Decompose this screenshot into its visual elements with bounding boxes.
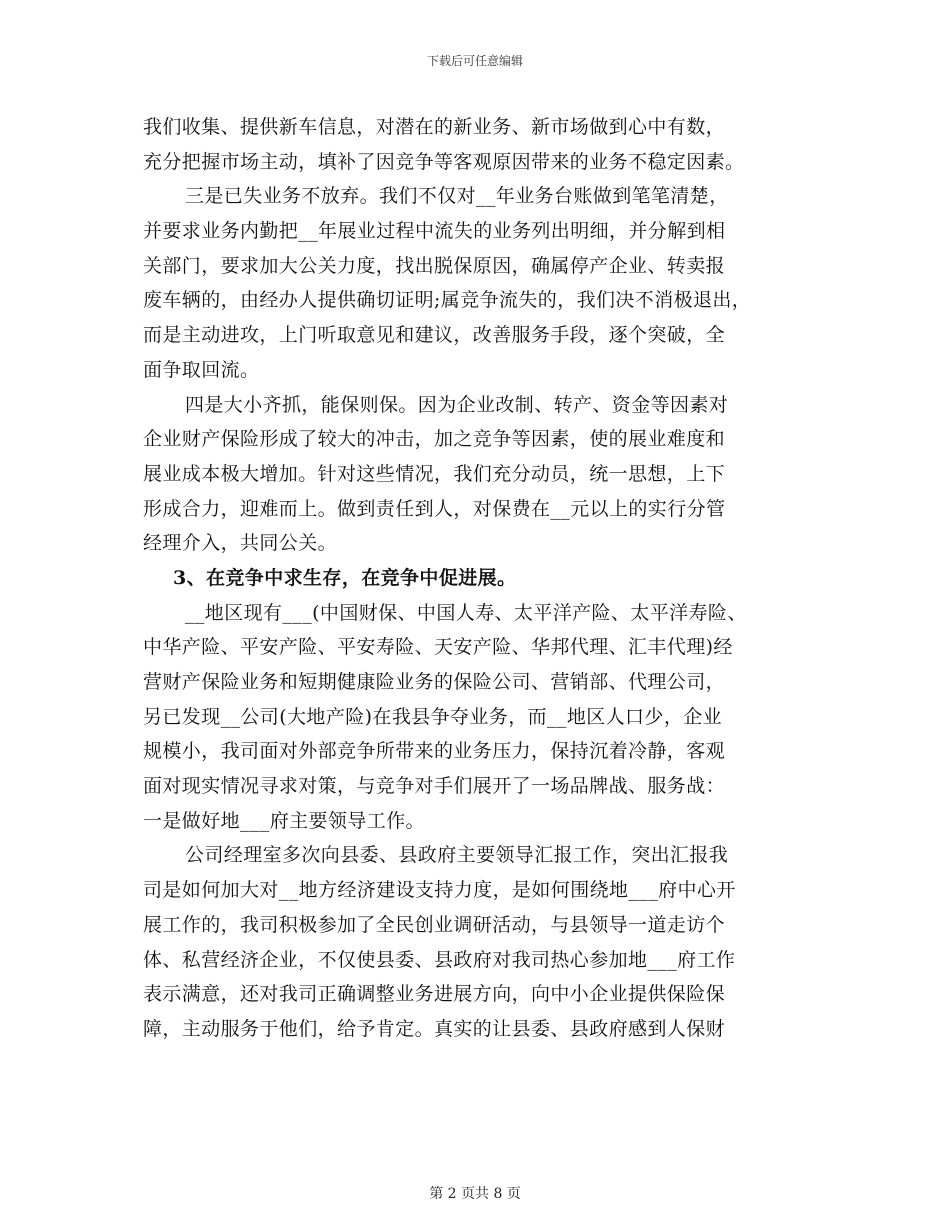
paragraph-start-line: __地区现有___(中国财保、中国人寿、太平洋产险、太平洋寿险、 bbox=[185, 601, 747, 624]
body-line: 企业财产保险形成了较大的冲击，加之竞争等因素，使的展业难度和 bbox=[143, 428, 726, 451]
page-number: 第 2 页共 8 页 bbox=[429, 1186, 521, 1202]
body-line: 废车辆的，由经办人提供确切证明;属竞争流失的，我们决不消极退出， bbox=[143, 289, 752, 312]
body-line: 营财产保险业务和短期健康险业务的保险公司、营销部、代理公司， bbox=[143, 671, 726, 693]
body-line: 另已发现__公司(大地产险)在我县争夺业务，而__地区人口少，企业 bbox=[143, 705, 723, 728]
body-line: 并要求业务内勤把__年展业过程中流失的业务列出明细，并分解到相 bbox=[143, 220, 726, 243]
paragraph-start-line: 公司经理室多次向县委、县政府主要领导汇报工作，突出汇报我 bbox=[185, 844, 729, 867]
section-heading: 3、在竞争中求生存，在竞争中促进展。 bbox=[173, 566, 517, 589]
body-line: 而是主动进攻，上门听取意见和建议，改善服务手段，逐个突破，全 bbox=[143, 324, 726, 347]
page-header: 下载后可任意编辑 bbox=[426, 54, 523, 68]
body-line: 经理介入，共同公关。 bbox=[143, 532, 338, 555]
body-line: 面对现实情况寻求对策，与竞争对手们展开了一场品牌战、服务战： bbox=[143, 775, 726, 798]
paragraph-start-line: 三是已失业务不放弃。我们不仅对__年业务台账做到笔笔清楚， bbox=[185, 185, 729, 208]
body-line: 我们收集、提供新车信息，对潜在的新业务、新市场做到心中有数， bbox=[143, 116, 726, 138]
paragraph-start-line: 四是大小齐抓，能保则保。因为企业改制、转产、资金等因素对 bbox=[185, 393, 729, 416]
body-line: 形成合力，迎难而上。做到责任到人，对保费在__元以上的实行分管 bbox=[143, 497, 726, 520]
body-line: 表示满意，还对我司正确调整业务进展方向，向中小企业提供保险保 bbox=[143, 983, 726, 1006]
body-line: 规模小，我司面对外部竞争所带来的业务压力，保持沉着冷静，客观 bbox=[143, 740, 726, 763]
body-line: 关部门，要求加大公关力度，找出脱保原因，确属停产企业、转卖报 bbox=[143, 254, 726, 277]
document-body bbox=[143, 110, 823, 1047]
body-line: 体、私营经济企业，不仅使县委、县政府对我司热心参加地___府工作 bbox=[143, 948, 736, 971]
body-line: 障，主动服务于他们，给予肯定。真实的让县委、县政府感到人保财 bbox=[143, 1017, 726, 1040]
body-line: 展业成本极大增加。针对这些情况，我们充分动员，统一思想，上下 bbox=[143, 462, 726, 485]
body-line: 一是做好地___府主要领导工作。 bbox=[143, 809, 425, 832]
body-line: 面争取回流。 bbox=[143, 358, 260, 381]
body-line: 展工作的，我司积极参加了全民创业调研活动，与县领导一道走访个 bbox=[143, 913, 726, 936]
body-line: 中华产险、平安产险、平安寿险、天安产险、华邦代理、汇丰代理)经 bbox=[143, 636, 733, 659]
body-line: 司是如何加大对__地方经济建设支持力度，是如何围绕地___府中心开 bbox=[143, 879, 736, 902]
body-line: 充分把握市场主动，填补了因竞争等客观原因带来的业务不稳定因素。 bbox=[143, 150, 745, 173]
